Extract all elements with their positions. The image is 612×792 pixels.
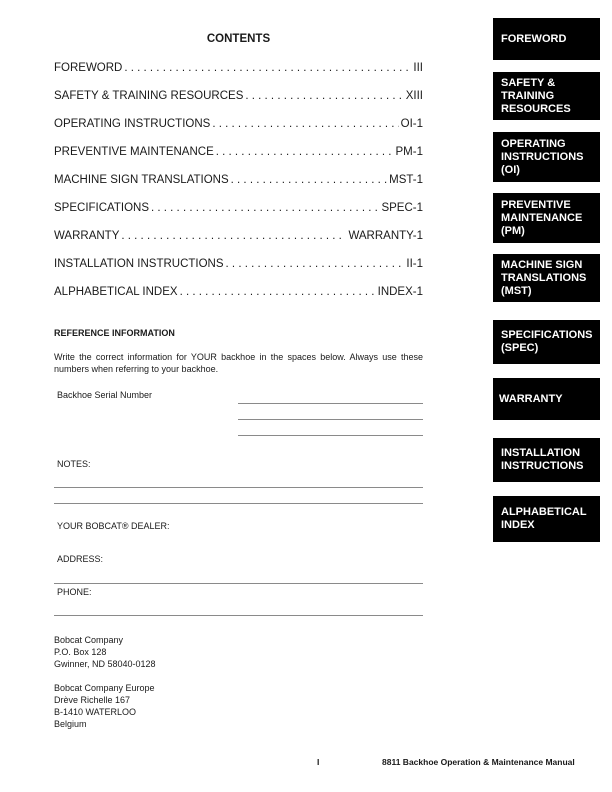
toc-page: PM-1 [395,146,423,158]
toc-entry-operating[interactable] [54,117,423,131]
serial-number-label: Backhoe Serial Number [57,390,153,400]
tab-label: (PM) [501,224,525,237]
address-line-text: Bobcat Company [54,635,124,645]
toc-leader [226,257,405,271]
tab-label: INSTRUCTIONS [501,150,584,163]
notes-line-1[interactable] [54,487,423,488]
toc-page: II-1 [406,258,423,270]
toc-entry-translations[interactable] [54,173,423,187]
serial-number-line-2[interactable] [238,419,423,420]
toc-entry-specifications[interactable] [54,201,423,215]
toc-label: INSTALLATION INSTRUCTIONS [54,258,224,270]
tab-label: SAFETY & [501,76,556,89]
notes-line-2[interactable] [54,503,423,504]
toc-page: OI-1 [400,118,423,130]
address-line-text: Bobcat Company Europe [54,683,155,693]
tab-specifications[interactable] [493,320,600,364]
tab-alphabetical-index[interactable] [493,496,600,542]
address-line-text: P.O. Box 128 [54,647,107,657]
toc-entry-foreword[interactable] [54,61,423,75]
tab-label: INSTRUCTIONS [501,460,584,472]
tab-label: OPERATING [501,137,566,150]
tab-label: RESOURCES [501,102,571,115]
toc-page: MST-1 [389,174,423,186]
dealer-label: YOUR BOBCAT® DEALER: [57,521,170,531]
toc-label: ALPHABETICAL INDEX [54,286,178,298]
toc-label: FOREWORD [54,62,123,74]
toc-label: WARRANTY [54,230,120,242]
tab-label: (MST) [501,284,532,297]
tab-label: FOREWORD [501,32,567,45]
tab-machine-sign-translations[interactable] [493,254,600,302]
tab-label: MAINTENANCE [501,211,583,224]
toc-page: XIII [405,90,423,102]
tab-preventive-maintenance[interactable] [493,193,600,243]
address-label: ADDRESS: [57,554,104,564]
toc-leader [180,285,376,299]
toc-leader [231,173,387,187]
serial-number-line-3[interactable] [238,435,423,436]
address-europe [54,682,155,730]
toc-page: WARRANTY-1 [348,230,423,242]
address-line-text: Belgium [54,719,87,729]
toc-leader [151,201,379,215]
tab-label: TRAINING [501,89,555,102]
tab-label: (SPEC) [501,342,539,354]
toc-entry-preventive[interactable] [54,145,423,159]
tab-foreword[interactable] [493,18,600,60]
address-line-text: Drève Richelle 167 [54,695,131,705]
toc-entry-safety[interactable] [54,89,423,103]
phone-label: PHONE: [57,587,92,597]
tab-label: SPECIFICATIONS [501,329,593,341]
toc-leader [212,117,398,131]
page-number: I [317,757,320,767]
tab-label: INDEX [501,519,535,531]
toc-entry-warranty[interactable] [54,229,423,243]
toc-leader [216,145,394,159]
tab-label: MACHINE SIGN [501,258,583,271]
reference-text: Write the correct information for YOUR backhoe in the spaces below. Always use these numbers when referring to your backhoe. [54,352,423,374]
contents-title: CONTENTS [206,33,271,45]
tab-label: (OI) [501,163,520,176]
toc-entry-installation[interactable] [54,257,423,271]
phone-line[interactable] [54,615,423,616]
address-line[interactable] [54,583,423,584]
reference-heading: REFERENCE INFORMATION [54,328,175,338]
tab-label: TRANSLATIONS [501,271,587,284]
tab-installation-instructions[interactable] [493,438,600,482]
tab-label: PREVENTIVE [501,198,571,211]
address-line-text: Gwinner, ND 58040-0128 [54,659,156,669]
toc-page: SPEC-1 [381,202,423,214]
manual-title: 8811 Backhoe Operation & Maintenance Manual [382,757,575,767]
toc-label: SAFETY & TRAINING RESOURCES [54,90,244,102]
toc-leader [124,61,411,75]
toc-label: SPECIFICATIONS [54,202,149,214]
tab-warranty[interactable] [493,378,600,420]
toc-label: MACHINE SIGN TRANSLATIONS [54,174,229,186]
tab-label: ALPHABETICAL [501,506,587,518]
toc-page: III [413,62,423,74]
notes-label: NOTES: [57,459,91,469]
address-line-text: B-1410 WATERLOO [54,707,137,717]
toc-leader [121,229,346,243]
serial-number-line-1[interactable] [238,403,423,404]
tab-safety-training[interactable] [493,72,600,120]
toc-label: OPERATING INSTRUCTIONS [54,118,211,130]
toc-leader [245,89,403,103]
address-us [54,634,156,670]
tab-label: WARRANTY [499,392,563,405]
toc-label: PREVENTIVE MAINTENANCE [54,146,214,158]
toc-page: INDEX-1 [377,286,423,298]
toc-entry-index[interactable] [54,285,423,299]
tab-label: INSTALLATION [501,447,581,459]
tab-operating-instructions[interactable] [493,132,600,182]
